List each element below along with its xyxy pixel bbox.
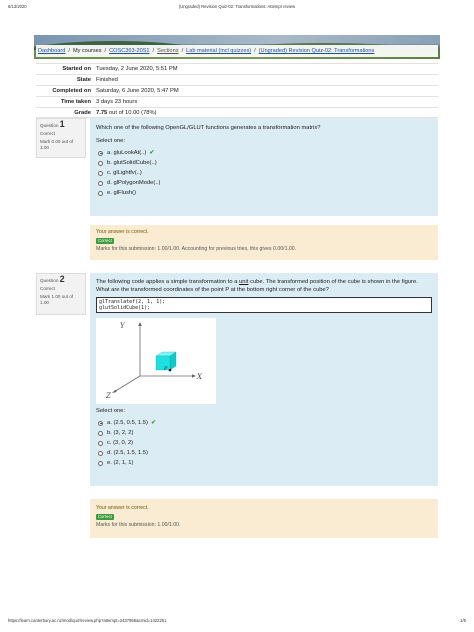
check-icon: ✔: [149, 150, 155, 156]
answer-option-c[interactable]: [96, 438, 432, 448]
answer-option-a[interactable]: [96, 418, 432, 428]
summary-key: Time taken: [60, 99, 91, 105]
answer-option-d[interactable]: [96, 178, 432, 188]
answer-option-d[interactable]: [96, 448, 432, 458]
breadcrumb-sections[interactable]: Sections: [157, 48, 179, 54]
radio-button[interactable]: [98, 191, 103, 196]
answer-option-b[interactable]: [96, 428, 432, 438]
question-text: Which one of the following OpenGL/GLUT functions generates a transformation matrix?: [96, 125, 321, 131]
x-axis-label: X: [197, 373, 202, 381]
radio-button[interactable]: [98, 451, 103, 456]
option-label: b. (3, 2, 2): [107, 430, 134, 436]
select-one-label: Select one:: [96, 138, 126, 144]
select-one-label: Select one:: [96, 408, 126, 414]
question-1-info: [36, 118, 86, 158]
summary-key: Started on: [62, 66, 91, 72]
question-label: Question: [40, 278, 59, 283]
answer-option-e[interactable]: [96, 188, 432, 198]
question-2-content: [90, 273, 438, 486]
check-icon: ✔: [150, 420, 156, 426]
summary-key: Grade: [74, 110, 91, 116]
option-label: e. (2, 1, 1): [107, 460, 134, 466]
answer-option-b[interactable]: [96, 158, 432, 168]
question-text-part: cube. The transformed position of the cube is shown in the figure. What are the transformed coordinates of the point P at the bottom right corner of the cube?: [96, 279, 418, 293]
option-label: b. glutSolidCube(..): [107, 160, 157, 166]
print-page-number: 1/5: [460, 618, 466, 623]
question-label: Question: [40, 123, 59, 128]
radio-button[interactable]: [98, 441, 103, 446]
grade-rest: out of 10.00 (78%): [107, 110, 157, 116]
print-url: https://learn.canterbury.ac.nz/mod/quiz/review.php?attempt=2437956&cmid=1422251: [8, 618, 167, 623]
option-label: a. gluLookAt(..): [107, 150, 147, 156]
radio-button[interactable]: [98, 181, 103, 186]
feedback-message: Your answer is correct.: [96, 229, 149, 235]
question-text: [96, 278, 432, 294]
summary-value: 3 days 23 hours: [96, 99, 138, 105]
summary-key: Completed on: [52, 88, 91, 94]
option-label: e. glFlush(): [107, 190, 136, 196]
radio-button[interactable]: [98, 171, 103, 176]
question-number: 2: [59, 274, 65, 284]
question-text-part: The following code applies a simple transformation to a: [96, 279, 240, 285]
breadcrumb-my-courses: My courses: [72, 48, 102, 54]
question-mark: Mark 0.00 out of 1.00: [40, 139, 74, 150]
question-2-info: [36, 273, 86, 315]
radio-button[interactable]: [98, 151, 103, 156]
question-number: 1: [59, 119, 65, 129]
summary-value: [96, 108, 157, 117]
feedback-marks: Marks for this submission: 1.00/1.00.: [96, 522, 181, 528]
summary-row-state: [36, 74, 438, 85]
option-label: d. glPolygonMode(..): [107, 180, 161, 186]
axes-diagram: [96, 318, 216, 404]
option-label: a. (2.5, 0.5, 1.5): [107, 420, 148, 426]
breadcrumb-dashboard[interactable]: Dashboard: [38, 48, 66, 54]
breadcrumb-quiz[interactable]: (Ungraded) Revision Quiz-02: Transformations: [258, 48, 375, 54]
answer-option-a[interactable]: [96, 148, 432, 158]
feedback-message: Your answer is correct.: [96, 505, 149, 511]
summary-row-started: [36, 63, 438, 74]
radio-button[interactable]: [98, 431, 103, 436]
question-1-content: [90, 118, 438, 216]
option-label: d. (2.5, 1.5, 1.5): [107, 450, 148, 456]
breadcrumb-course[interactable]: COSC363-20S1: [109, 48, 150, 54]
option-label: c. glLightfv(..): [107, 170, 142, 176]
radio-button[interactable]: [98, 161, 103, 166]
print-footer: [8, 618, 466, 626]
question-1-feedback: [90, 225, 438, 260]
summary-value: Saturday, 6 June 2020, 5:47 PM: [96, 88, 179, 94]
breadcrumb-lab-material[interactable]: Lab material (incl quizzes): [186, 48, 252, 54]
question-2-feedback: [90, 499, 438, 538]
radio-button[interactable]: [98, 421, 103, 426]
question-state: Correct: [40, 286, 56, 291]
feedback-marks: Marks for this submission: 1.00/1.00. Accounting for previous tries, this gives 0.00/1.00.: [96, 246, 297, 252]
summary-row-completed: [36, 85, 438, 96]
summary-key: State: [76, 77, 91, 83]
question-text-underlined: unit: [239, 279, 249, 285]
y-axis-label: Y: [120, 322, 125, 330]
print-header: [8, 4, 466, 12]
question-state: Correct: [40, 131, 56, 136]
grade-score: 7.75: [96, 110, 108, 116]
radio-button[interactable]: [98, 461, 103, 466]
question-mark: Mark 1.00 out of 1.00: [40, 294, 74, 305]
correct-badge: Correct: [98, 238, 112, 243]
print-date: 6/13/2020: [8, 4, 27, 9]
summary-value: Tuesday, 2 June 2020, 5:51 PM: [96, 66, 178, 72]
code-block: [96, 297, 432, 313]
breadcrumb: Dashboard / My courses / COSC363-20S1 / Sections / Lab material (incl quizzes) / (Ungraded) Revision Quiz-02: Transformations: [36, 45, 438, 57]
summary-value: Finished: [96, 77, 118, 83]
option-label: c. (3, 0, 2): [107, 440, 134, 446]
summary-row-grade: [36, 107, 438, 118]
cube-figure: [96, 318, 216, 404]
code-line: glutSolidCube(1);: [99, 305, 151, 311]
correct-badge: Correct: [98, 514, 112, 519]
point-p-label: P: [164, 366, 168, 372]
attempt-summary-table: [36, 63, 438, 118]
answer-option-e[interactable]: [96, 458, 432, 468]
z-axis-label: Z: [106, 392, 111, 400]
code-line: glTranslatef(2, 1, 1);: [99, 299, 166, 305]
answer-option-c[interactable]: [96, 168, 432, 178]
print-title: (Ungraded) Revision Quiz-02: Transformations: Attempt review: [178, 4, 296, 9]
summary-row-time-taken: [36, 96, 438, 107]
